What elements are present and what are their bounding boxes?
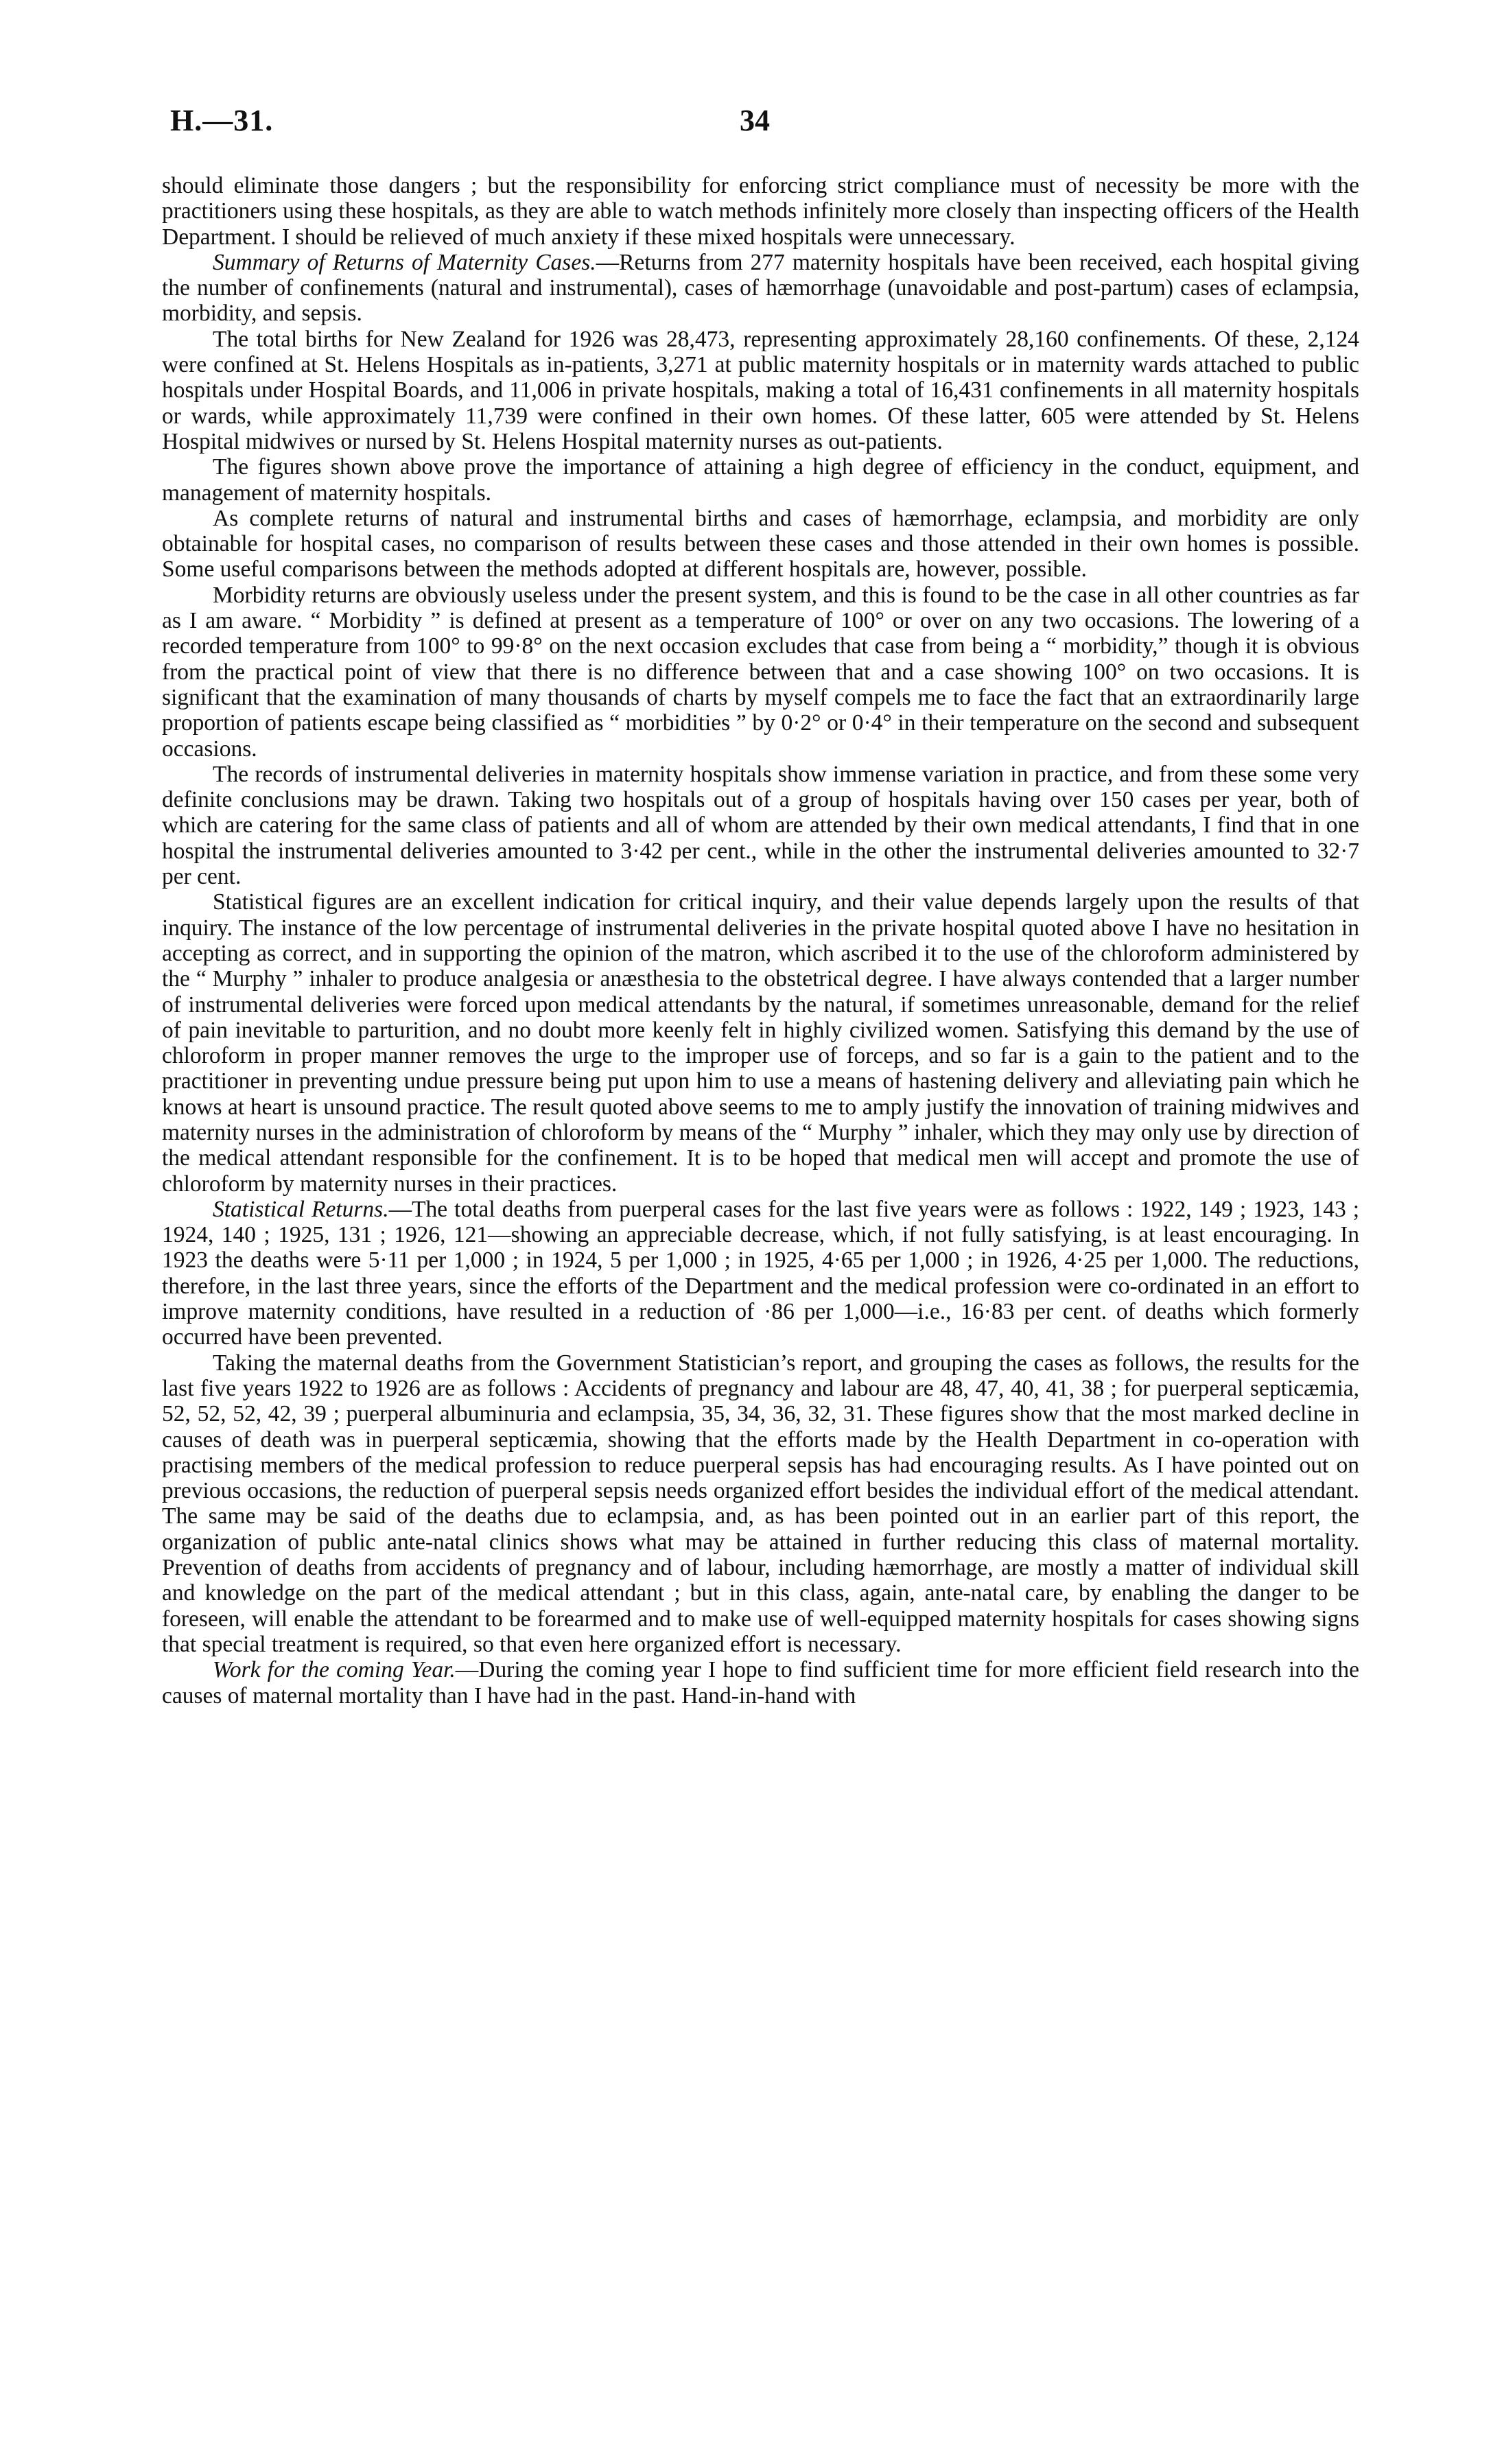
paragraph-text: —During the coming year I hope to find sufficient time for more efficient field research into the causes of maternal mortality than I have had in the past. Hand-in-hand with [162, 1657, 1359, 1709]
paragraph-text: The records of instrumental deliveries in maternity hospitals show immense variation in practice, and from these some very definite conclusions may be drawn. Taking two hospitals out of a group of hospitals having over 150 cases per year, both of which are catering for the same class of patients and all of whom are attended by their own medical attendants, I find that in one hospital the instrumental deliveries amounted to 3·42 per cent., while in the other the instrumental deliveries amounted to 32·7 per cent. [162, 761, 1359, 890]
paragraph-total-births [162, 327, 1359, 454]
paragraph-text: As complete returns of natural and instrumental births and cases of hæmorrhage, eclampsia, and morbidity are only obtainable for hospital cases, no comparison of results between these cases and those attended in their own homes is possible. Some useful comparisons between the methods adopted at different hospitals are, however, possible. [162, 505, 1359, 583]
paragraph-text: Taking the maternal deaths from the Government Statistician’s report, and grouping the cases as follows, the results for the last five years 1922 to 1926 are as follows : Accidents of pregnancy and labour are 48, 47, 40, 41, 38 ; for puerperal septicæmia, 52, 52, 52, 42, 39 ; puerperal albuminuria and eclampsia, 35, 34, 36, 32, 31. These figures show that the most marked decline in causes of death was in puerperal septicæmia, showing that the efforts made by the Health Department in co-operation with practising members of the medical profession to reduce puerperal sepsis has had encouraging results. As I have pointed out on previous occasions, the reduction of puerperal sepsis needs organized effort besides the individual effort of the medical attendant. The same may be said of the deaths due to eclampsia, and, as has been pointed out in an earlier part of this report, the organization of public ante-natal clinics shows what may be attained in further reducing this class of maternal mortality. Prevention of deaths from accidents of pregnancy and of labour, including hæmorrhage, are mostly a matter of individual skill and knowledge on the part of the medical attendant ; but in this class, again, ante-natal care, by enabling the danger to be foreseen, will enable the attendant to be forearmed and to make use of well-equipped maternity hospitals for cases showing signs that special treatment is required, so that even here organized effort is necessary. [162, 1350, 1359, 1657]
paragraph-text: should eliminate those dangers ; but the responsibility for enforcing strict compliance must of necessity be more with the practitioners using these hospitals, as they are able to watch methods infinitely more closely than inspecting officers of the Health Department. I should be relieved of much anxiety if these mixed hospitals were unnecessary. [162, 173, 1359, 250]
section-heading: Statistical Returns. [213, 1196, 389, 1222]
paragraph-text: —The total deaths from puerperal cases for the last five years were as follows : 1922, 149 ; 1923, 143 ; 1924, 140 ; 1925, 131 ; 1926, 121—showing an appreciable decrease, which, if not fully satisfying, is at least encouraging. In 1923 the deaths were 5·11 per 1,000 ; in 1924, 5 per 1,000 ; in 1925, 4·65 per 1,000 ; in 1926, 4·25 per 1,000. The reductions, therefore, in the last three years, since the efforts of the Department and the medical profession were co-ordinated in an effort to improve maternity conditions, have resulted in a reduction of ·86 per 1,000—i.e., 16·83 per cent. of deaths which formerly occurred have been prevented. [162, 1196, 1360, 1350]
paragraph-text: The total births for New Zealand for 1926 was 28,473, representing approximately 28,160 confinements. Of these, 2,124 were confined at St. Helens Hospitals as in-patients, 3,271 at public maternity hospitals or in maternity wards attached to public hospitals under Hospital Boards, and 11,006 in private hospitals, making a total of 16,431 confinements in all maternity hospitals or wards, while approximately 11,739 were confined in their own homes. Of these latter, 605 were attended by St. Helens Hospital midwives or nursed by St. Helens Hospital maternity nurses as out-patients. [162, 326, 1359, 454]
paragraph-statistical-returns [162, 1197, 1359, 1350]
paragraph-figures-importance [162, 454, 1359, 506]
section-heading: Summary of Returns of Maternity Cases. [213, 249, 596, 275]
paragraph-work-coming-year [162, 1657, 1359, 1709]
paragraph-complete-returns [162, 506, 1359, 583]
report-body [162, 173, 1359, 1709]
paragraph-text: The figures shown above prove the importance of attaining a high degree of efficiency in the conduct, equipment, and management of maternity hospitals. [162, 454, 1359, 506]
page-header [170, 103, 1364, 144]
paragraph-summary-of-returns [162, 250, 1359, 327]
paragraph-statistical-figures [162, 889, 1359, 1197]
paragraph-instrumental-deliveries [162, 762, 1359, 889]
paragraph-text: —Returns from 277 maternity hospitals have been received, each hospital giving the number of confinements (natural and instrumental), cases of hæmorrhage (unavoidable and post-partum) cases of eclampsia, morbidity, and sepsis. [162, 249, 1359, 327]
paragraph-morbidity [162, 583, 1359, 762]
paragraph-maternal-deaths [162, 1350, 1359, 1658]
paragraph-text: Statistical figures are an excellent indication for critical inquiry, and their value depends largely upon the results of that inquiry. The instance of the low percentage of instrumental deliveries in the private hospital quoted above I have no hesitation in accepting as correct, and in supporting the opinion of the matron, which ascribed it to the use of the chloroform administered by the “ Murphy ” inhaler to produce analgesia or anæsthesia to the obstetrical degree. I have always contended that a larger number of instrumental deliveries were forced upon medical attendants by the natural, if sometimes unreasonable, demand for the relief of pain inevitable to parturition, and no doubt more keenly felt in highly civilized women. Satisfying this demand by the use of chloroform in proper manner removes the urge to the improper use of forceps, and so far is a gain to the patient and to the practitioner in preventing undue pressure being put upon him to use a means of hastening delivery and alleviating pain which he knows at heart is unsound practice. The result quoted above seems to me to amply justify the innovation of training midwives and maternity nurses in the administration of chloroform by means of the “ Murphy ” inhaler, which they may only use by direction of the medical attendant responsible for the confinement. It is to be hoped that medical men will accept and promote the use of chloroform by maternity nurses in their practices. [162, 889, 1359, 1197]
page-number: 34 [740, 104, 770, 137]
paragraph-continued [162, 173, 1359, 250]
section-heading: Work for the coming Year. [213, 1657, 456, 1683]
document-reference: H.—31. [170, 104, 274, 137]
paragraph-text: Morbidity returns are obviously useless under the present system, and this is found to be the case in all other countries as far as I am aware. “ Morbidity ” is defined at present as a temperature of 100° or over on any two occasions. The lowering of a recorded temperature from 100° to 99·8° on the next occasion excludes that case from being a “ morbidity,” though it is obvious from the practical point of view that there is no difference between that and a case showing 100° on two occasions. It is significant that the examination of many thousands of charts by myself compels me to face the fact that an extraordinarily large proportion of patients escape being classified as “ morbidities ” by 0·2° or 0·4° in their temperature on the second and subsequent occasions. [162, 582, 1359, 762]
